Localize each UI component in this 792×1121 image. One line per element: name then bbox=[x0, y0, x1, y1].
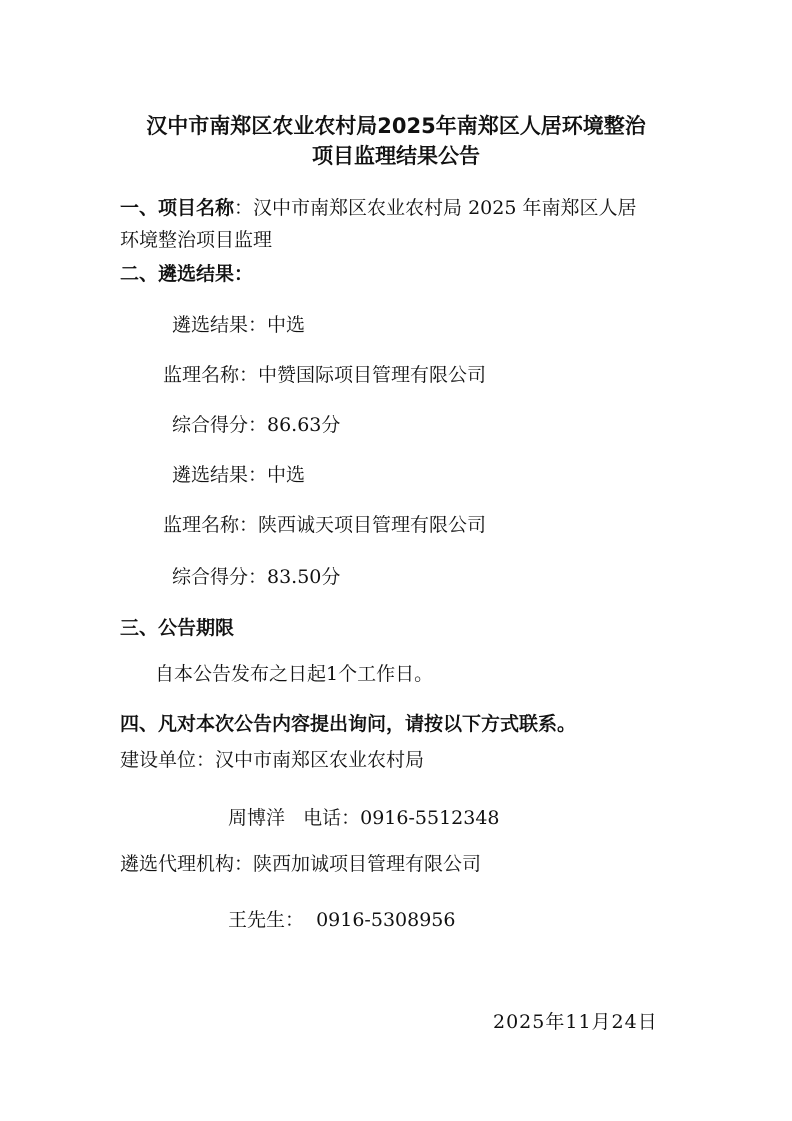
project-name-text: 汉中市南郑区农业农村局 2025 年南郑区人居 bbox=[253, 197, 637, 219]
project-name-heading: 一、项目名称 bbox=[120, 197, 235, 219]
supervisor-name-1: 监理名称：中赞国际项目管理有限公司 bbox=[163, 364, 487, 386]
builder-contact: 周博洋 电话：0916-5512348 bbox=[228, 807, 500, 829]
inquiry-heading: 四、凡对本次公告内容提出询问，请按以下方式联系。 bbox=[120, 713, 577, 735]
document-title-line-2: 项目监理结果公告 bbox=[312, 144, 480, 168]
overall-score-2: 综合得分：83.50分 bbox=[172, 566, 341, 588]
selection-result-2: 遴选结果：中选 bbox=[172, 464, 306, 486]
notice-period-text: 自本公告发布之日起1个工作日。 bbox=[155, 663, 434, 685]
supervisor-name-2: 监理名称：陕西诚天项目管理有限公司 bbox=[163, 514, 487, 536]
agency-contact: 王先生： 0916-5308956 bbox=[228, 909, 456, 931]
document-title-line-1: 汉中市南郑区农业农村局2025年南郑区人居环境整治 bbox=[146, 114, 646, 138]
project-name-line-2: 环境整治项目监理 bbox=[120, 229, 273, 251]
selection-results-heading: 二、遴选结果： bbox=[120, 263, 254, 285]
notice-period-heading: 三、公告期限 bbox=[120, 617, 235, 639]
announcement-date: 2025年11月24日 bbox=[493, 1011, 658, 1033]
project-name-colon: ： bbox=[234, 197, 254, 219]
selection-result-1: 遴选结果：中选 bbox=[172, 314, 306, 336]
builder-unit: 建设单位：汉中市南郑区农业农村局 bbox=[120, 749, 425, 771]
selection-agency: 遴选代理机构：陕西加诚项目管理有限公司 bbox=[120, 853, 482, 875]
project-name-line-1 bbox=[120, 196, 636, 220]
overall-score-1: 综合得分：86.63分 bbox=[172, 414, 341, 436]
